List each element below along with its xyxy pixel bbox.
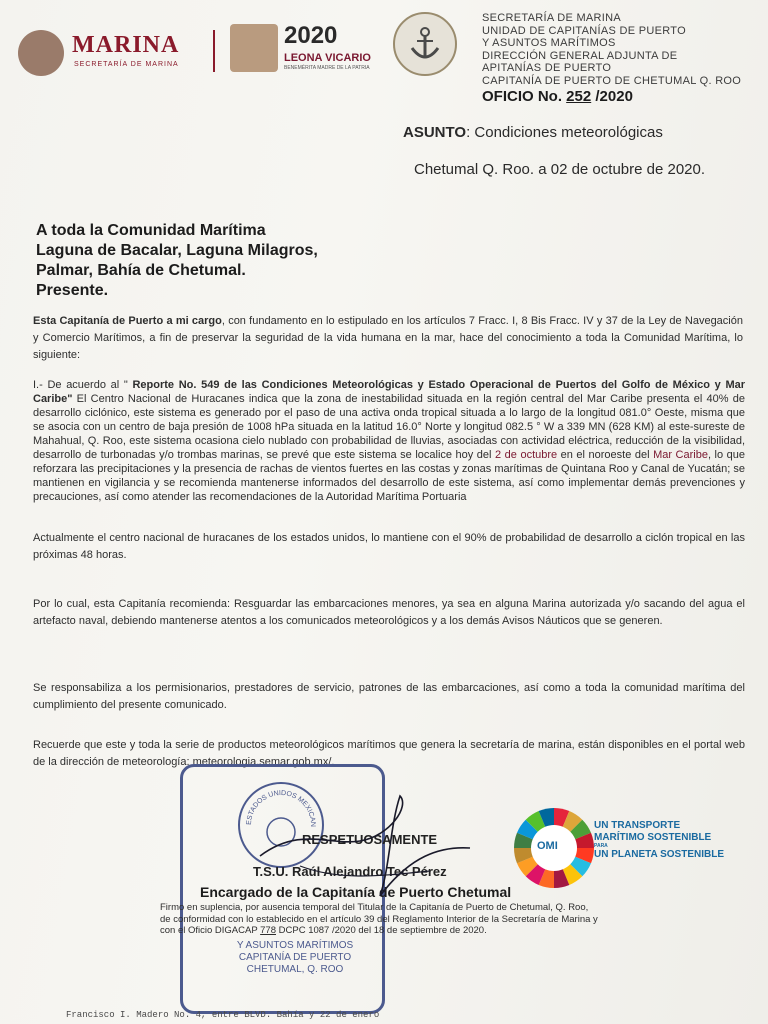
eagle-seal-icon [18,30,64,76]
stamp-line: Y ASUNTOS MARÍTIMOS [236,940,354,951]
document-date: Chetumal Q. Roo. a 02 de octubre de 2020. [414,161,706,178]
marina-subtitle: SECRETARÍA DE MARINA [74,61,179,68]
paragraph-portal: Recuerde que este y toda la serie de productos meteorológicos marítimos que genera la secretaría de marina, están disponibles en el portal web de la dirección de meteorología: meteorologia.semar.gob.mx/. [33,739,745,768]
intro-bold: Esta Capitanía de Puerto a mi cargo [33,315,222,327]
portrait-icon [230,24,278,72]
report-highlight: 2 de octubre [495,449,558,461]
report-text: I.- De acuerdo al " [33,379,133,391]
agency-header [482,12,741,87]
note-text: DCPC 1087 /2020 del 18 de septiembre de 2020. [276,925,487,936]
intro-text: , con fundamento en lo estipulado en los artículos 7 Fracc. I, 8 Bis Fracc. IV y 37 de la Ley de Navegación y Comercio Marítimos, a fin de preservar la seguridad de la vida humana en la mar, hace del conocimiento a toda la Comunidad Marítima, lo siguiente: [33,315,743,361]
slogan-line: UN PLANETA SOSTENIBLE [594,849,725,860]
oficio-year: /2020 [595,88,633,105]
paragraph-responsibility: Se responsabiliza a los permisionarios, prestadores de servicio, patrones de las embarcaciones, así como a toda la comunidad marítima del cumplimiento del presente comunicado. [33,682,745,711]
anchor-icon [409,26,441,62]
year-name: LEONA VICARIO [284,52,371,64]
header-divider [213,30,215,72]
report-text: El Centro Nacional de Huracanes indica que la zona de inestabilidad situada en la región central del Mar Caribe presenta el 40% de desarrollo ciclónico, este sistema es generado por el paso de una activa onda tropical situada a lo largo de la longitud 081.0° Oeste, misma que se asocia con un centro de baja presión de 1008 hPa situada en la latitud 16.0° Norte y longitud 082.5 ° W a 339 MN (628 KM) al este-sureste de Mahahual, Q. Roo, este sistema ocasiona cielo nublado con probabilidad de lluvias, asociadas con actividad eléctrica, reducción de la visibilidad, desarrollo de turbonadas y/o trombas marinas, se prevé que este sistema se localice hoy del [33,393,745,461]
footer-address: Francisco I. Madero No. 4, entre BLVD. Bahía y 22 de enero [66,1010,380,1020]
year-subtitle: BENEMÉRITA MADRE DE LA PATRIA [284,65,370,71]
agency-line: CAPITANÍA DE PUERTO DE CHETUMAL Q. ROO [482,74,742,87]
addressee-line: Laguna de Bacalar, Laguna Milagros, [36,242,318,259]
paragraph-recommendation: Por lo cual, esta Capitanía recomienda: Resguardar las embarcaciones menores, ya sea en alguna Marina autorizada y/o sacando del agua el artefacto naval, debiendo mantenerse atentos a los comunicados meteorológicos y a los demás Avisos Náuticos que se generen. [33,598,745,627]
paragraph-intro [33,313,743,364]
leona-vicario-logo [230,24,380,74]
signer-name: T.S.U. Raúl Alejandro Tec Pérez [253,864,447,879]
paragraph-report [33,378,745,504]
asunto-text: : Condiciones meteorológicas [466,124,663,141]
marina-wordmark: MARINA [72,32,180,58]
transport-slogan [594,820,724,861]
addressee-line: Palmar, Bahía de Chetumal. [36,262,246,279]
slogan-line: PARA [594,843,608,849]
oficio-number [482,88,633,105]
addressee-line: A toda la Comunidad Marítima [36,222,266,239]
agency-line: SECRETARÍA DE MARINA [482,12,622,24]
addressee-line: Presente. [36,282,109,299]
asunto [403,124,663,141]
report-text: , lo que reforzara las precipitaciones y la presencia de rachas de vientos fuertes en las costas y zonas marítimas de Quintana Roo y Canal de Yucatán; se mantienen en vigilancia y se recomienda mantenerse informados del desarrollo de este sistema, así como implementar demás prevenciones y precauciones, así como atender las recomendaciones de la Autoridad Marítima Portuaria [33,449,746,503]
report-highlight: Mar Caribe [653,449,708,461]
oficio-num: 252 [566,88,592,105]
stamp-line: CAPITANÍA DE PUERTO [238,952,352,963]
agency-line: DIRECCIÓN GENERAL ADJUNTA DE [482,49,678,62]
omi-label: OMI [537,840,558,852]
asunto-label: ASUNTO [403,124,467,141]
agency-line: Y ASUNTOS MARÍTIMOS [482,37,616,49]
agency-line: APITANÍAS DE PUERTO [482,62,612,74]
signer-title: Encargado de la Capitanía de Puerto Chetumal [200,884,512,900]
paragraph-nhc: Actualmente el centro nacional de huracanes de los estados unidos, lo mantiene con el 90% de probabilidad de desarrollo a ciclón tropical en las próximas 48 horas. [33,532,745,561]
closing-respetuosamente: RESPETUOSAMENTE [302,832,438,847]
year-label: 2020 [284,22,338,49]
slogan-line: MARÍTIMO SOSTENIBLE [594,831,712,843]
slogan-line: UN TRANSPORTE [594,820,681,831]
addressee [36,221,318,301]
note-number: 778 [260,925,276,936]
note-text: Firmo en suplencia, por ausencia temporal del Titular de la Capitanía de Puerto de Chetumal, Q. Roo, de conformidad con lo establecido en el artículo 39 del Reglamento Interior de la Secretaría de Marina y con el Oficio DIGACAP [160,902,598,936]
handwritten-signature [240,786,480,926]
agency-line: UNIDAD DE CAPITANÍAS DE PUERTO [482,24,686,37]
stamp-text [210,940,380,976]
report-text: en el noroeste del [557,449,654,461]
stamp-line: CHETUMAL, Q. ROO [246,964,344,975]
report-title: Reporte No. 549 de las Condiciones Meteorológicas y Estado Operacional de Puertos del Golfo de México y Mar Caribe" [33,379,745,405]
seal-text: ESTADOS UNIDOS MEXICAN [245,789,317,828]
oficio-label: OFICIO No. [482,88,562,105]
marina-logo [18,30,198,80]
capitania-logo [393,12,457,76]
